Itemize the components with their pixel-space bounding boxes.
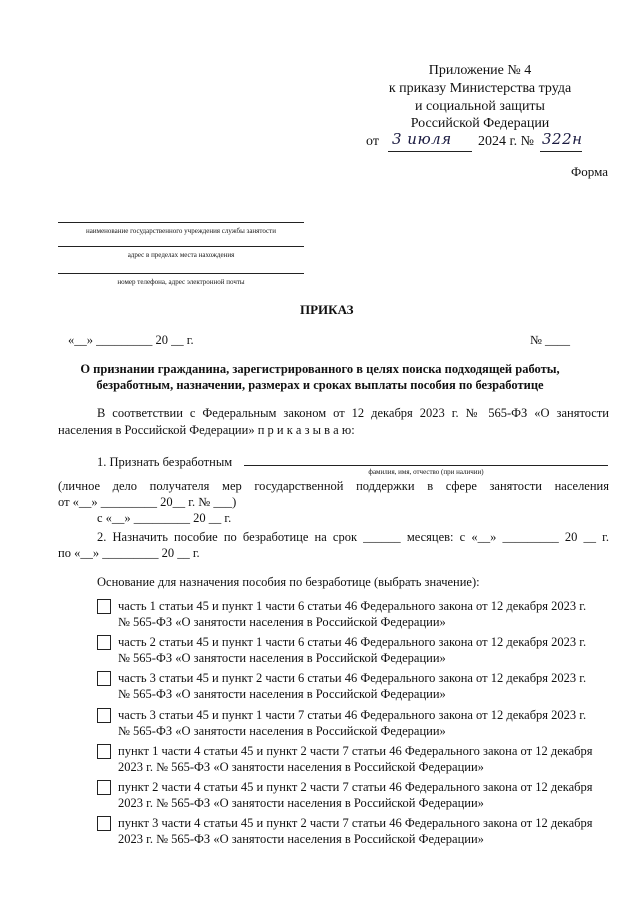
institution-name-caption: наименование государственного учреждения службы занятости xyxy=(86,227,276,235)
appendix-line-4: Российской Федерации xyxy=(410,116,550,131)
appendix-date-middle: 2024 г. № xyxy=(478,134,535,149)
address-caption: адрес в пределах места нахождения xyxy=(127,251,235,259)
handwritten-date: 3 июля xyxy=(392,130,452,148)
basis-option-6-checkbox[interactable] xyxy=(97,780,111,795)
order-title: ПРИКАЗ xyxy=(300,302,354,317)
item1-name-caption: фамилия, имя, отчество (при наличии) xyxy=(368,468,484,476)
appendix-date-prefix: от xyxy=(366,134,379,149)
handwritten-number: 322н xyxy=(542,130,583,148)
basis-option-1-checkbox[interactable] xyxy=(97,599,111,614)
basis-option-2-line-2: № 565-ФЗ «О занятости населения в Российской Федерации» xyxy=(118,651,446,665)
basis-option-6-line-1: пункт 2 части 4 статьи 45 и пункт 2 части 7 статьи 46 Федерального закона от 12 декабря xyxy=(118,780,593,794)
basis-option-3-line-2: № 565-ФЗ «О занятости населения в Российской Федерации» xyxy=(118,687,446,701)
basis-option-2-checkbox[interactable] xyxy=(97,635,111,650)
basis-option-4-checkbox[interactable] xyxy=(97,708,111,723)
basis-option-4-line-2: № 565-ФЗ «О занятости населения в Российской Федерации» xyxy=(118,724,446,738)
item2-line-1: 2. Назначить пособие по безработице на срок ______ месяцев: с «__» _________ 20 __ г. xyxy=(97,530,609,544)
basis-option-5-line-1: пункт 1 части 4 статьи 45 и пункт 2 части 7 статьи 46 Федерального закона от 12 декабря xyxy=(118,744,593,758)
basis-option-2-line-1: часть 2 статьи 45 и пункт 1 части 6 статьи 46 Федерального закона от 12 декабря 2023 г. xyxy=(118,635,587,649)
basis-option-3-checkbox[interactable] xyxy=(97,671,111,686)
form-label: Форма xyxy=(571,164,608,179)
contacts-line xyxy=(58,273,304,274)
item2-line-2: по «__» _________ 20 __ г. xyxy=(58,546,200,560)
item1-line-2: (личное дело получателя мер государственной поддержки в сфере занятости населения xyxy=(58,479,609,493)
item1-line-4: с «__» _________ 20 __ г. xyxy=(97,511,232,525)
item1-name-line xyxy=(244,465,608,466)
basis-option-5-line-2: 2023 г. № 565-ФЗ «О занятости населения в Российской Федерации» xyxy=(118,760,484,774)
basis-option-5-checkbox[interactable] xyxy=(97,744,111,759)
order-date-blank: «__» _________ 20 __ г. xyxy=(68,333,194,347)
appendix-line-2: к приказу Министерства труда xyxy=(388,81,572,96)
basis-heading: Основание для назначения пособия по безработице (выбрать значение): xyxy=(97,575,480,589)
date-underline xyxy=(388,151,472,152)
item1-text: 1. Признать безработным xyxy=(97,455,233,469)
preamble-line-1: В соответствии с Федеральным законом от 12 декабря 2023 г. № 565-ФЗ «О занятости xyxy=(97,406,609,420)
item1-line-3: от «__» _________ 20__ г. № ___) xyxy=(58,495,237,509)
appendix-line-3: и социальной защиты xyxy=(415,99,545,114)
number-underline xyxy=(540,151,582,152)
basis-option-4-line-1: часть 3 статьи 45 и пункт 1 части 7 статьи 46 Федерального закона от 12 декабря 2023 г. xyxy=(118,708,587,722)
basis-option-1-line-1: часть 1 статьи 45 и пункт 1 части 6 статьи 46 Федерального закона от 12 декабря 2023 г. xyxy=(118,599,587,613)
contacts-caption: номер телефона, адрес электронной почты xyxy=(117,278,245,286)
preamble-line-2: населения в Российской Федерации» п р и к а з ы в а ю: xyxy=(58,423,355,437)
basis-option-3-line-1: часть 3 статьи 45 и пункт 2 части 6 статьи 46 Федерального закона от 12 декабря 2023 г. xyxy=(118,671,587,685)
address-line xyxy=(58,246,304,247)
order-subject-line-1: О признании гражданина, зарегистрированного в целях поиска подходящей работы, xyxy=(80,362,560,376)
basis-option-7-checkbox[interactable] xyxy=(97,816,111,831)
institution-name-line xyxy=(58,222,304,223)
basis-option-7-line-1: пункт 3 части 4 статьи 45 и пункт 2 части 7 статьи 46 Федерального закона от 12 декабря xyxy=(118,816,593,830)
basis-option-7-line-2: 2023 г. № 565-ФЗ «О занятости населения в Российской Федерации» xyxy=(118,832,484,846)
order-subject-line-2: безработным, назначении, размерах и сроках выплаты пособия по безработице xyxy=(96,378,544,392)
basis-option-1-line-2: № 565-ФЗ «О занятости населения в Российской Федерации» xyxy=(118,615,446,629)
basis-option-6-line-2: 2023 г. № 565-ФЗ «О занятости населения в Российской Федерации» xyxy=(118,796,484,810)
order-number-blank: № ____ xyxy=(530,333,571,347)
appendix-line-1: Приложение № 4 xyxy=(428,63,532,78)
